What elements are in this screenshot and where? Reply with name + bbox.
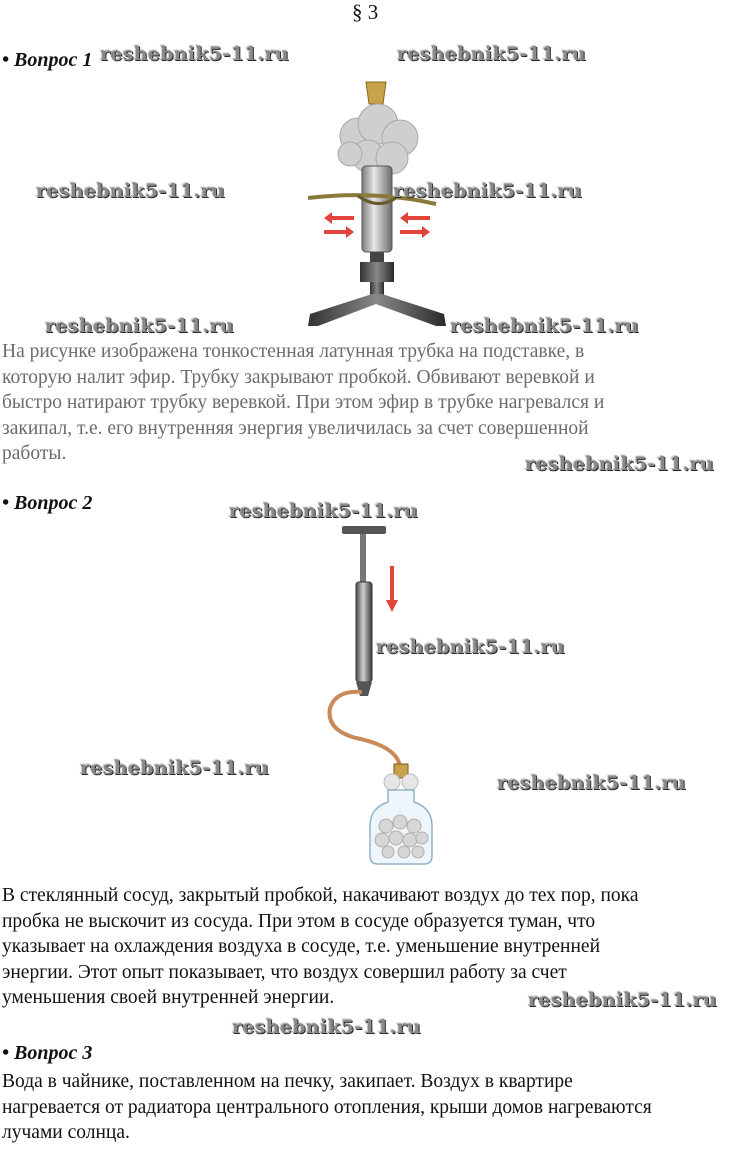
cork-shape (366, 82, 386, 104)
watermark-text: reshebnik5-11.ru (80, 757, 269, 779)
answer-line: закипал, т.е. его внутренняя энергия увеличилась за счет совершенной (2, 417, 589, 439)
answer-line: быстро натирают трубку веревкой. При этом эфир в трубке нагревался и (2, 392, 605, 413)
answer-line: На рисунке изображена тонкостенная латунная трубка на подставке, в (2, 341, 585, 362)
watermark-text: reshebnik5-11.ru (397, 43, 586, 65)
watermark-text: reshebnik5-11.ru (100, 43, 289, 65)
question-1-answer (2, 339, 746, 467)
watermark-text: reshebnik5-11.ru (45, 315, 234, 337)
question-3-answer (2, 1069, 746, 1146)
answer-line: которую налит эфир. Трубку закрывают пробкой. Обвивают веревкой и (2, 366, 595, 388)
watermark-text: reshebnik5-11.ru (393, 180, 582, 202)
answer-line: указывает на охлаждения воздуха в сосуде, т.е. уменьшение внутренней (2, 936, 601, 957)
answer-line: В стеклянный сосуд, закрытый пробкой, накачивают воздух до тех пор, пока (2, 885, 639, 906)
answer-line: пробка не выскочит из сосуда. При этом в сосуде образуется туман, что (2, 910, 596, 932)
figure-air-pump (316, 520, 442, 870)
pump-barrel (356, 582, 372, 682)
watermark-text: reshebnik5-11.ru (376, 636, 565, 658)
answer-line: уменьшения своей внутренней энергии. (2, 987, 335, 1008)
watermark-text: reshebnik5-11.ru (528, 989, 717, 1011)
steam-cloud (338, 104, 418, 174)
pump-handle (342, 526, 386, 534)
answer-line: нагревается от радиатора центрального отопления, крыши домов нагреваются (2, 1096, 652, 1118)
answer-line: Вода в чайнике, поставленном на печку, закипает. Воздух в квартире (2, 1071, 573, 1092)
watermark-text: reshebnik5-11.ru (232, 1016, 421, 1038)
question-1-heading: • Вопрос 1 (2, 49, 93, 71)
figure-brass-tube (296, 78, 466, 330)
question-2-heading: • Вопрос 2 (2, 492, 93, 514)
answer-line: энергии. Этот опыт показывает, что воздух совершил работу за счет (2, 961, 567, 983)
watermark-text: reshebnik5-11.ru (36, 180, 225, 202)
watermark-text: reshebnik5-11.ru (497, 772, 686, 794)
section-title: § 3 (352, 0, 379, 24)
answer-line: работы. (2, 443, 67, 464)
watermark-text: reshebnik5-11.ru (525, 453, 714, 475)
down-arrow (386, 566, 398, 612)
hose-shape (330, 692, 400, 766)
stand-legs (308, 294, 446, 326)
tube-shape (362, 166, 392, 252)
answer-line: лучами солнца. (2, 1122, 130, 1143)
watermark-text: reshebnik5-11.ru (229, 500, 418, 522)
question-3-heading: • Вопрос 3 (2, 1042, 93, 1064)
stand-block (360, 262, 394, 282)
watermark-text: reshebnik5-11.ru (450, 315, 639, 337)
